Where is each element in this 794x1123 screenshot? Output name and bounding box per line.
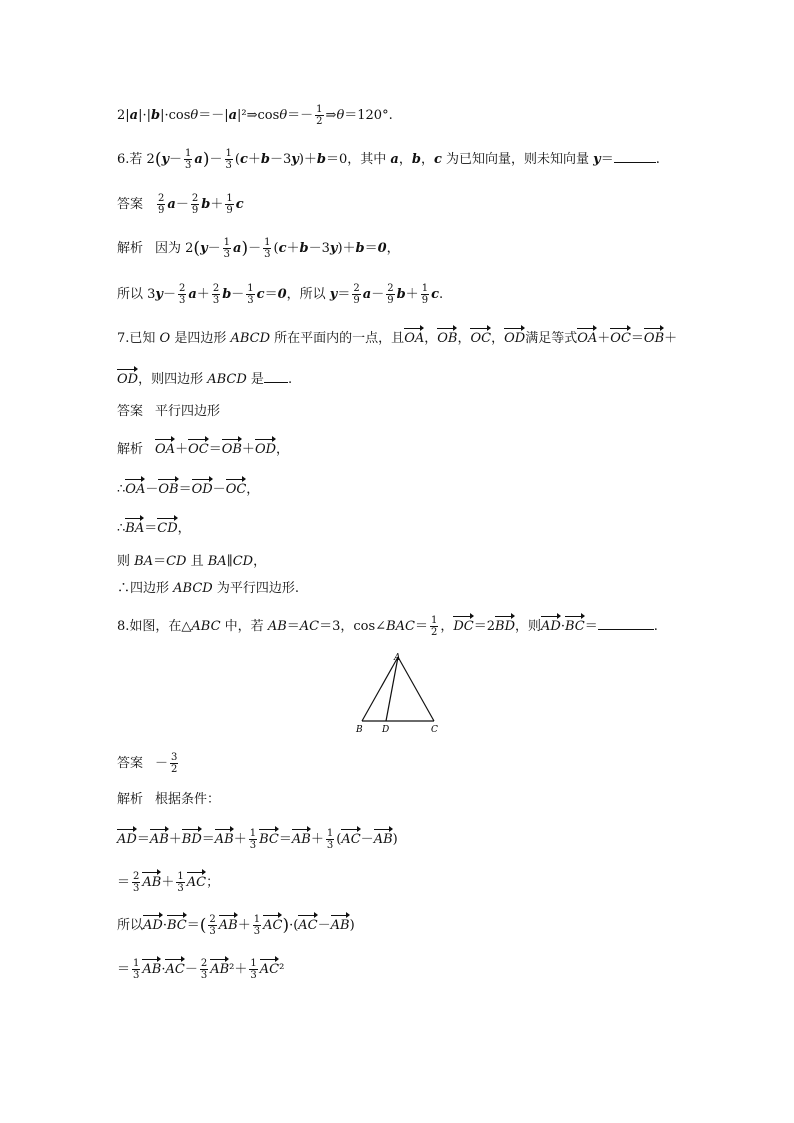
point-label-d: D — [382, 725, 390, 735]
vertex-label-b: B — [356, 725, 363, 735]
question-6: 6.若 2(y－ $\frac{1}{3}$ a)－ $\frac{1}{3}$ (c＋b－3y)＋b＝0，其中 a，b，c 为已知向量，则未知向量 y＝ . — [117, 148, 660, 171]
solution-line-cos-theta: 2|a|·|b|·cosθ＝－|a|²⇒cosθ＝－ $\frac{1}{2}$ ⇒θ＝120°. — [117, 104, 393, 127]
answer-blank[interactable] — [598, 629, 654, 630]
side-ac — [398, 657, 434, 721]
solution-7-line-2: ∴OA－OB＝OD－OC， — [117, 476, 259, 500]
answer-blank[interactable] — [614, 162, 656, 163]
vertex-label-a: A — [394, 653, 401, 663]
question-7-line-2: OD，则四边形 ABCD 是 . — [117, 366, 292, 390]
fraction: $\frac{1}{2}$ — [316, 104, 323, 127]
solution-8-line-4: 所以AD·BC＝( $\frac{2}{3}$ AB＋ $\frac{1}{3}$ AC)·(AC－AB) — [117, 914, 355, 937]
answer-6: 答案 $\frac{2}{9}$ a－ $\frac{2}{9}$ b＋ $\frac{1}{9}$ c — [117, 193, 244, 216]
solution-7-line-1: 解析 OA＋OC＝OB＋OD， — [117, 436, 289, 460]
solution-8-line-5: ＝ $\frac{1}{3}$ AB·AC－ $\frac{2}{3}$ AB²＋ $\frac{1}{3}$ AC² — [117, 958, 285, 981]
solution-8-line-1: 解析 根据条件： — [117, 792, 221, 807]
question-8: 8.如图，在△ABC 中，若 AB＝AC＝3，cos∠BAC＝ $\frac{1}{2}$ ，DC＝2BD，则AD·BC＝ . — [117, 615, 658, 638]
question-7-line-1: 7.已知 O 是四边形 ABCD 所在平面内的一点，且OA，OB，OC，OD满足等式OA＋OC＝OB＋ — [117, 325, 677, 349]
solution-7-line-4: 则 BA＝CD 且 BA∥CD， — [117, 554, 267, 569]
vertex-label-c: C — [431, 725, 438, 735]
solution-8-line-3: ＝ $\frac{2}{3}$ AB＋ $\frac{1}{3}$ AC； — [117, 871, 220, 894]
solution-7-line-5: ∴四边形 ABCD 为平行四边形. — [117, 581, 299, 596]
triangle-figure — [350, 648, 450, 738]
solution-6-line-1: 解析 因为 2(y－ $\frac{1}{3}$ a)－ $\frac{1}{3}$ (c＋b－3y)＋b＝0， — [117, 237, 400, 260]
answer-8: 答案 － $\frac{3}{2}$ — [117, 752, 178, 775]
solution-8-line-2: AD＝AB＋BD＝AB＋ $\frac{1}{3}$ BC＝AB＋ $\frac{1}{3}$ (AC－AB) — [117, 828, 398, 851]
answer-7: 答案 平行四边形 — [117, 404, 221, 419]
solution-7-line-3: ∴BA＝CD， — [117, 515, 191, 539]
answer-blank[interactable] — [264, 382, 288, 383]
solution-6-line-2: 所以 3y－ $\frac{2}{3}$ a＋ $\frac{2}{3}$ b－ $\frac{1}{3}$ c＝0，所以 y＝ $\frac{2}{9}$ a－ $\frac{2}{9}$ b＋ $\frac{1}{9}$ c. — [117, 283, 444, 306]
